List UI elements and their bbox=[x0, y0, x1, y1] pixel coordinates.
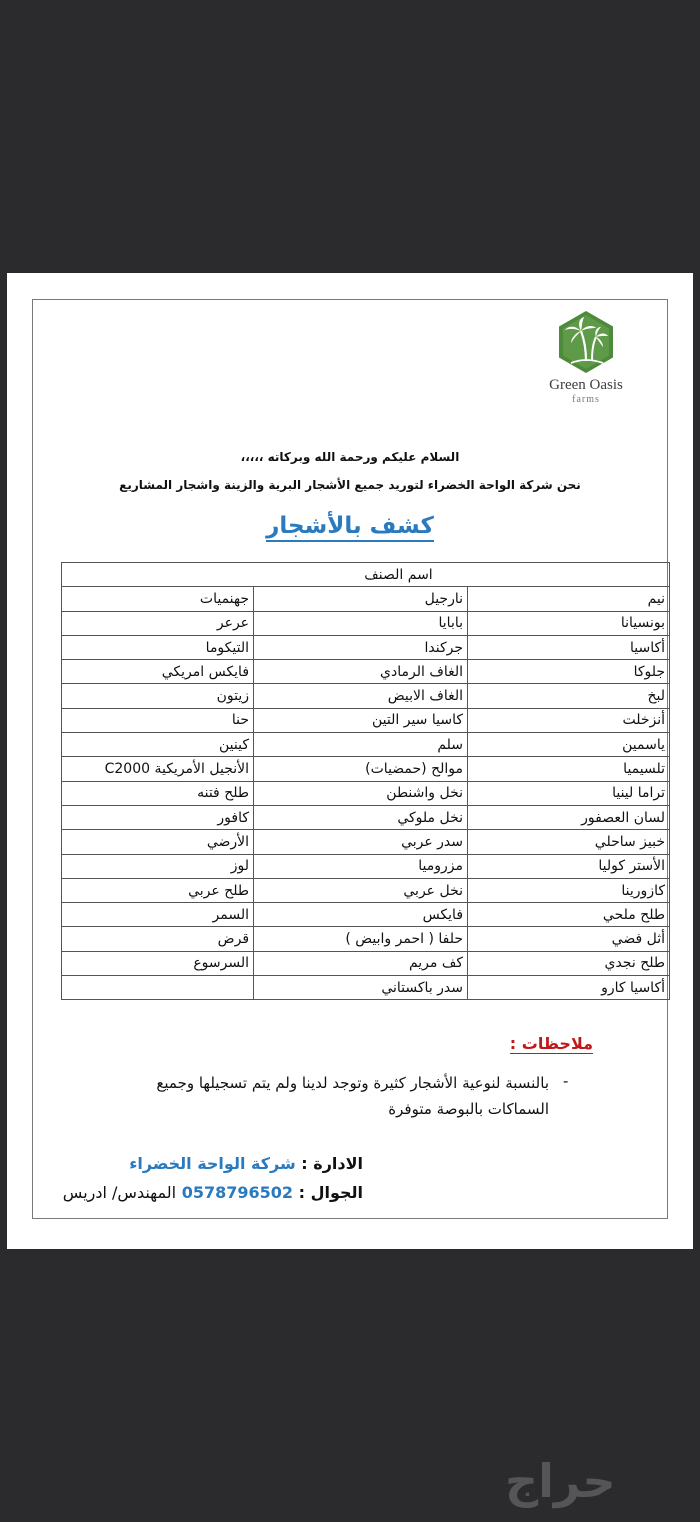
trees-table bbox=[61, 562, 670, 1000]
mobile-line bbox=[7, 1183, 363, 1202]
table-cell: جركندا bbox=[254, 635, 468, 659]
table-cell: كاسيا سير التين bbox=[254, 708, 468, 732]
table-cell: لوز bbox=[62, 854, 254, 878]
table-cell bbox=[62, 976, 254, 1000]
table-cell: أنزخلت bbox=[468, 708, 670, 732]
table-cell: حنا bbox=[62, 708, 254, 732]
table-cell: كف مريم bbox=[254, 951, 468, 975]
table-row bbox=[62, 611, 670, 635]
table-row bbox=[62, 587, 670, 611]
table-row bbox=[62, 708, 670, 732]
table-cell: حلفا ( احمر وابيض ) bbox=[254, 927, 468, 951]
company-logo bbox=[543, 309, 629, 419]
table-cell: نارجيل bbox=[254, 587, 468, 611]
table-cell: نيم bbox=[468, 587, 670, 611]
table-cell: أكاسيا كارو bbox=[468, 976, 670, 1000]
table-cell: مزروميا bbox=[254, 854, 468, 878]
table-cell: بابايا bbox=[254, 611, 468, 635]
table-cell: سلم bbox=[254, 733, 468, 757]
mobile-label: الجوال : bbox=[298, 1183, 363, 1202]
table-row bbox=[62, 757, 670, 781]
table-row bbox=[62, 781, 670, 805]
table-row bbox=[62, 684, 670, 708]
table-cell: الأرضي bbox=[62, 830, 254, 854]
management-value: شركة الواحة الخضراء bbox=[129, 1154, 296, 1173]
table-row bbox=[62, 976, 670, 1000]
table-cell: نخل واشنطن bbox=[254, 781, 468, 805]
table-cell: التيكوما bbox=[62, 635, 254, 659]
table-row bbox=[62, 805, 670, 829]
greeting-line: السلام عليكم ورحمة الله وبركاته ،،،،، bbox=[240, 450, 460, 464]
table-row bbox=[62, 878, 670, 902]
management-line bbox=[7, 1154, 363, 1173]
table-row bbox=[62, 951, 670, 975]
table-cell: موالح (حمضيات) bbox=[254, 757, 468, 781]
table-cell: فايكس امريكي bbox=[62, 660, 254, 684]
table-cell: الأنجيل الأمريكية C2000 bbox=[62, 757, 254, 781]
table-row bbox=[62, 733, 670, 757]
table-cell: زيتون bbox=[62, 684, 254, 708]
table-cell: بونسيانا bbox=[468, 611, 670, 635]
table-cell: خبيز ساحلي bbox=[468, 830, 670, 854]
notes-heading bbox=[7, 1034, 593, 1053]
document-title bbox=[7, 513, 693, 539]
mobile-number[interactable]: 0578796502 bbox=[181, 1183, 294, 1202]
table-cell: الغاف الرمادي bbox=[254, 660, 468, 684]
table-row bbox=[62, 927, 670, 951]
table-cell: الأستر كوليا bbox=[468, 854, 670, 878]
table-cell: تراما لينيا bbox=[468, 781, 670, 805]
table-cell: لسان العصفور bbox=[468, 805, 670, 829]
table-row bbox=[62, 660, 670, 684]
table-header: اسم الصنف bbox=[62, 563, 670, 587]
table-row bbox=[62, 854, 670, 878]
table-cell: كينين bbox=[62, 733, 254, 757]
table-cell: أكاسيا bbox=[468, 635, 670, 659]
document-title-text: كشف بالأشجار bbox=[266, 513, 434, 542]
table-cell: تلسيميا bbox=[468, 757, 670, 781]
note-bullet: - bbox=[563, 1072, 569, 1090]
notes-heading-text: ملاحظات : bbox=[509, 1034, 593, 1053]
palm-hexagon-icon bbox=[553, 309, 619, 375]
table-cell: لبخ bbox=[468, 684, 670, 708]
table-cell: عرعر bbox=[62, 611, 254, 635]
trees-table-body bbox=[62, 563, 670, 1000]
table-cell: نخل عربي bbox=[254, 878, 468, 902]
table-cell: نخل ملوكي bbox=[254, 805, 468, 829]
haraj-watermark: حراج bbox=[505, 1454, 616, 1508]
engineer-name: المهندس/ ادريس bbox=[62, 1183, 177, 1202]
table-row bbox=[62, 903, 670, 927]
table-cell: طلح ملحي bbox=[468, 903, 670, 927]
table-row bbox=[62, 830, 670, 854]
table-row bbox=[62, 635, 670, 659]
table-cell: طلح نجدي bbox=[468, 951, 670, 975]
table-cell: ياسمين bbox=[468, 733, 670, 757]
table-cell: جهنميات bbox=[62, 587, 254, 611]
table-cell: السرسوع bbox=[62, 951, 254, 975]
table-cell: فايكس bbox=[254, 903, 468, 927]
table-cell: السمر bbox=[62, 903, 254, 927]
table-cell: أثل فضي bbox=[468, 927, 670, 951]
management-label: الادارة : bbox=[301, 1154, 363, 1173]
table-cell: طلح فتنه bbox=[62, 781, 254, 805]
table-cell: جلوكا bbox=[468, 660, 670, 684]
table-cell: طلح عربي bbox=[62, 878, 254, 902]
table-cell: كازورينا bbox=[468, 878, 670, 902]
table-cell: سدر عربي bbox=[254, 830, 468, 854]
table-header-row bbox=[62, 563, 670, 587]
table-cell: سدر باكستاني bbox=[254, 976, 468, 1000]
note-text: بالنسبة لنوعية الأشجار كثيرة وتوجد لدينا ولم يتم تسجيلها وجميع السماكات بالبوصة متوفرة bbox=[156, 1074, 549, 1118]
table-cell: كافور bbox=[62, 805, 254, 829]
document-page bbox=[7, 273, 693, 1249]
table-cell: قرض bbox=[62, 927, 254, 951]
brand-subtitle: farms bbox=[572, 394, 600, 405]
intro-line: نحن شركة الواحة الخضراء لتوريد جميع الأشجار البرية والزينة واشجار المشاريع bbox=[119, 478, 581, 492]
brand-name: Green Oasis bbox=[549, 377, 623, 393]
table-cell: الغاف الابيض bbox=[254, 684, 468, 708]
